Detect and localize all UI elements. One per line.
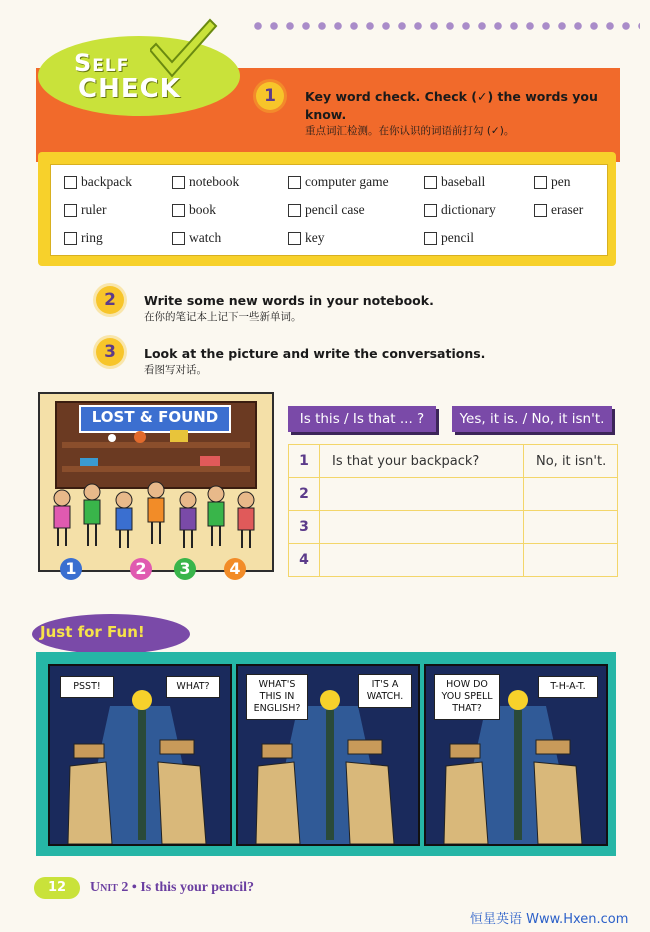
row-number: 3 (289, 511, 320, 544)
site-watermark: 恒星英语 Www.Hxen.com (470, 912, 629, 927)
item-number-3: 3 (96, 338, 124, 366)
word-item[interactable] (534, 174, 571, 190)
word-checkbox[interactable] (64, 204, 77, 217)
word-label: pen (551, 174, 571, 189)
word-item[interactable] (172, 202, 216, 218)
comic-1-left-bubble: PSST! (60, 676, 114, 698)
word-checkbox[interactable] (288, 176, 301, 189)
self-check-title-line1: Self (74, 49, 130, 77)
item2-english: Write some new words in your notebook. (144, 293, 434, 308)
word-item[interactable] (64, 230, 103, 246)
word-checkbox[interactable] (64, 176, 77, 189)
answer-cell[interactable] (524, 478, 618, 511)
word-label: watch (189, 230, 222, 245)
word-checkbox[interactable] (534, 204, 547, 217)
item-number-1: 1 (256, 82, 284, 110)
word-checkbox[interactable] (424, 204, 437, 217)
comic-2-right-bubble: IT'S A WATCH. (358, 674, 412, 708)
table-row (289, 511, 618, 544)
word-checkbox[interactable] (288, 204, 301, 217)
word-item[interactable] (424, 202, 496, 218)
decorative-dot-row (250, 20, 640, 32)
answer-cell[interactable] (524, 544, 618, 577)
item2-instruction (144, 292, 434, 325)
unit-label: Unit 2 (90, 880, 129, 895)
word-item[interactable] (64, 202, 106, 218)
table-row (289, 445, 618, 478)
word-checkbox[interactable] (172, 232, 185, 245)
word-label: ruler (81, 202, 107, 217)
item1-instruction (305, 88, 615, 139)
word-item[interactable] (172, 174, 239, 190)
question-cell[interactable] (320, 511, 524, 544)
word-label: book (189, 202, 216, 217)
word-item[interactable] (64, 174, 132, 190)
word-item[interactable] (288, 174, 389, 190)
word-label: notebook (189, 174, 240, 189)
word-label: backpack (81, 174, 132, 189)
item1-chinese: 重点词汇检测。在你认识的词语前打勾 (✓)。 (305, 125, 515, 137)
page-number: 12 (47, 880, 67, 895)
table-header-question: Is this / Is that ... ? (288, 406, 436, 432)
word-label: baseball (441, 174, 486, 189)
word-checkbox[interactable] (424, 232, 437, 245)
item-number-2: 2 (96, 286, 124, 314)
word-label: eraser (551, 202, 584, 217)
word-label: pencil (441, 230, 474, 245)
conversation-table (288, 444, 618, 577)
row-number: 2 (289, 478, 320, 511)
item3-english: Look at the picture and write the conversations. (144, 346, 486, 361)
word-label: computer game (305, 174, 389, 189)
item3-instruction (144, 345, 485, 378)
word-item[interactable] (288, 230, 325, 246)
item3-chinese: 看图写对话。 (144, 364, 207, 376)
check-mark-icon (150, 14, 220, 84)
table-row (289, 544, 618, 577)
comic-panel-2 (236, 664, 420, 846)
row-number: 1 (289, 445, 320, 478)
word-checkbox[interactable] (288, 232, 301, 245)
unit-separator: • (131, 880, 137, 895)
comic-1-right-bubble: WHAT? (166, 676, 220, 698)
item2-chinese: 在你的笔记本上记下一些新单词。 (144, 311, 302, 323)
answer-cell[interactable] (524, 511, 618, 544)
word-label: pencil case (305, 202, 365, 217)
comic-2-left-bubble: WHAT'S THIS IN ENGLISH? (246, 674, 308, 720)
word-label: ring (81, 230, 103, 245)
picture-label-2: 2 (130, 558, 152, 580)
word-item[interactable] (424, 230, 474, 246)
item1-english: Key word check. Check (✓) the words you know. (305, 89, 598, 122)
question-cell[interactable] (320, 478, 524, 511)
self-check-title-line2: CHECK (78, 74, 181, 104)
question-cell[interactable] (320, 544, 524, 577)
unit-name: Is this your pencil? (140, 880, 255, 895)
word-checkbox[interactable] (424, 176, 437, 189)
comic-panel-3 (424, 664, 608, 846)
picture-label-1: 1 (60, 558, 82, 580)
just-for-fun-title: Just for Fun! (40, 623, 145, 641)
word-item[interactable] (424, 174, 485, 190)
word-label: dictionary (441, 202, 496, 217)
word-checkbox[interactable] (64, 232, 77, 245)
word-item[interactable] (172, 230, 221, 246)
lost-found-sign: LOST & FOUND (91, 408, 219, 426)
word-checkbox[interactable] (534, 176, 547, 189)
word-checkbox[interactable] (172, 176, 185, 189)
table-header-answer: Yes, it is. / No, it isn't. (452, 406, 612, 432)
table-row (289, 478, 618, 511)
answer-cell[interactable]: No, it isn't. (524, 445, 618, 478)
comic-panel-1 (48, 664, 232, 846)
word-item[interactable] (534, 202, 583, 218)
comic-3-right-bubble: T-H-A-T. (538, 676, 598, 698)
question-cell[interactable]: Is that your backpack? (320, 445, 524, 478)
word-checkbox[interactable] (172, 204, 185, 217)
row-number: 4 (289, 544, 320, 577)
picture-label-4: 4 (224, 558, 246, 580)
unit-title (90, 880, 254, 896)
word-item[interactable] (288, 202, 365, 218)
comic-3-left-bubble: HOW DO YOU SPELL THAT? (434, 674, 500, 720)
lost-and-found-illustration (38, 392, 274, 572)
word-label: key (305, 230, 325, 245)
picture-label-3: 3 (174, 558, 196, 580)
